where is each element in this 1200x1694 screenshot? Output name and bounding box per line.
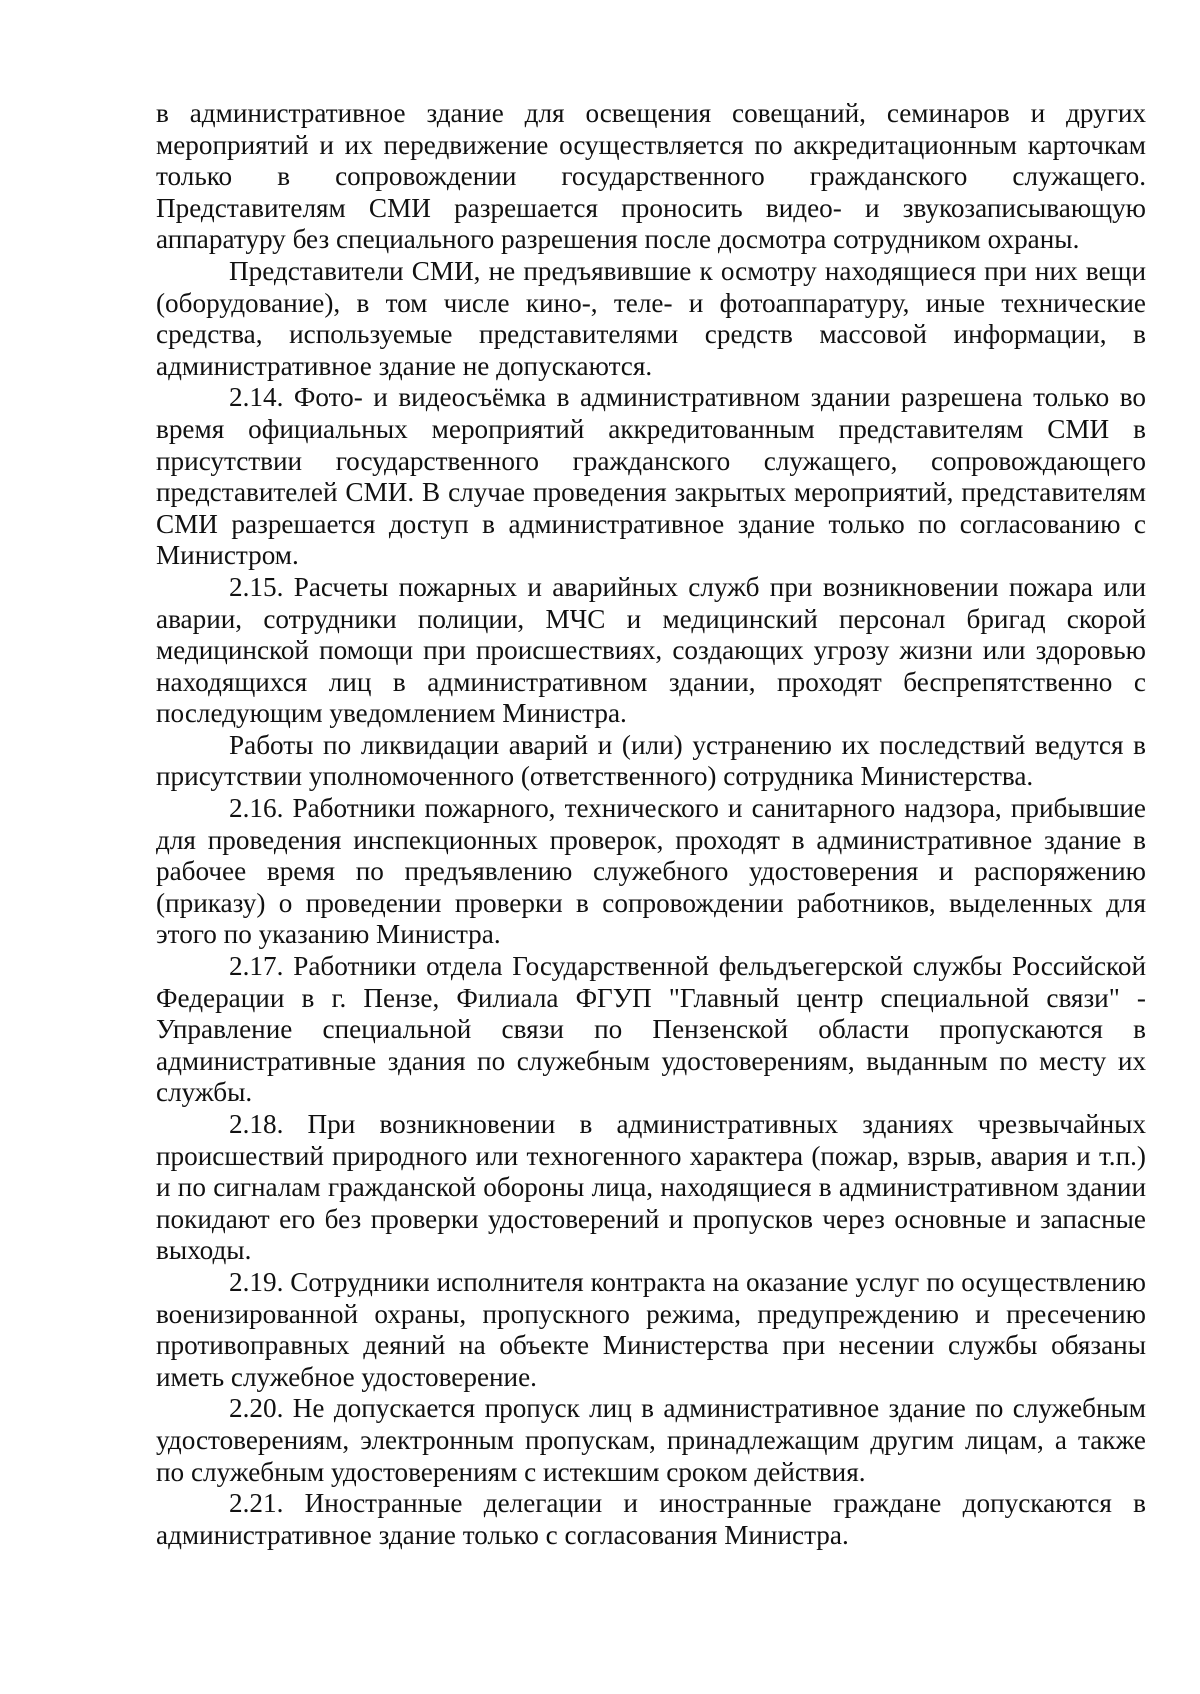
paragraph-accident-works: Работы по ликвидации аварий и (или) устранению их последствий ведутся в присутствии уполномоченного (ответственного) сотрудника Министерства.	[156, 729, 1146, 792]
paragraph-2-21: 2.21. Иностранные делегации и иностранные граждане допускаются в административное здание только с согласования Министра.	[156, 1488, 1146, 1550]
paragraph-continuation: в административное здание для освещения совещаний, семинаров и других мероприятий и их передвижение осуществляется по аккредитационным карточкам только в сопровождении государственного гражданского служащего. Представителям СМИ разрешается проносить видео- и звукозаписывающую аппаратуру без специального разрешения после досмотра сотрудником охраны.	[156, 98, 1146, 255]
paragraph-2-18: 2.18. При возникновении в административных зданиях чрезвычайных происшествий природного или техногенного характера (пожар, взрыв, авария и т.п.) и по сигналам гражданской обороны лица, находящиеся в административном здании покидают его без проверки удостоверений и пропусков через основные и запасные выходы.	[156, 1109, 1146, 1266]
paragraph-2-15: 2.15. Расчеты пожарных и аварийных служб при возникновении пожара или аварии, сотрудники полиции, МЧС и медицинский персонал бригад скорой медицинской помощи при происшествиях, создающих угрозу жизни или здоровью находящихся лиц в административном здании, проходят беспрепятственно с последующим уведомлением Министра.	[156, 571, 1146, 729]
paragraph-2-20: 2.20. Не допускается пропуск лиц в административное здание по служебным удостоверениям, электронным пропускам, принадлежащим другим лицам, а также по служебным удостоверениям с истекшим сроком действия.	[156, 1393, 1146, 1487]
document-page	[156, 98, 1146, 1551]
paragraph-2-14: 2.14. Фото- и видеосъёмка в административном здании разрешена только во время официальных мероприятий аккредитованным представителям СМИ в присутствии государственного гражданского служащего, сопровождающего представителей СМИ. В случае проведения закрытых мероприятий, представителям СМИ разрешается доступ в административное здание только по согласованию с Министром.	[156, 382, 1146, 571]
paragraph-media-inspection: Представители СМИ, не предъявившие к осмотру находящиеся при них вещи (оборудование), в том числе кино-, теле- и фотоаппаратуру, иные технические средства, используемые представителями средств массовой информации, в административное здание не допускаются.	[156, 255, 1146, 381]
paragraph-2-19: 2.19. Сотрудники исполнителя контракта на оказание услуг по осуществлению военизированной охраны, пропускного режима, предупреждению и пресечению противоправных деяний на объекте Министерства при несении службы обязаны иметь служебное удостоверение.	[156, 1266, 1146, 1392]
paragraph-2-16: 2.16. Работники пожарного, технического и санитарного надзора, прибывшие для проведения инспекционных проверок, проходят в административное здание в рабочее время по предъявлению служебного удостоверения и распоряжению (приказу) о проведении проверки в сопровождении работников, выделенных для этого по указанию Министра.	[156, 793, 1146, 950]
paragraph-2-17: 2.17. Работники отдела Государственной фельдъегерской службы Российской Федерации в г. Пензе, Филиала ФГУП "Главный центр специальной связи" - Управление специальной связи по Пензенской области пропускаются в административные здания по служебным удостоверениям, выданным по месту их службы.	[156, 951, 1146, 1108]
